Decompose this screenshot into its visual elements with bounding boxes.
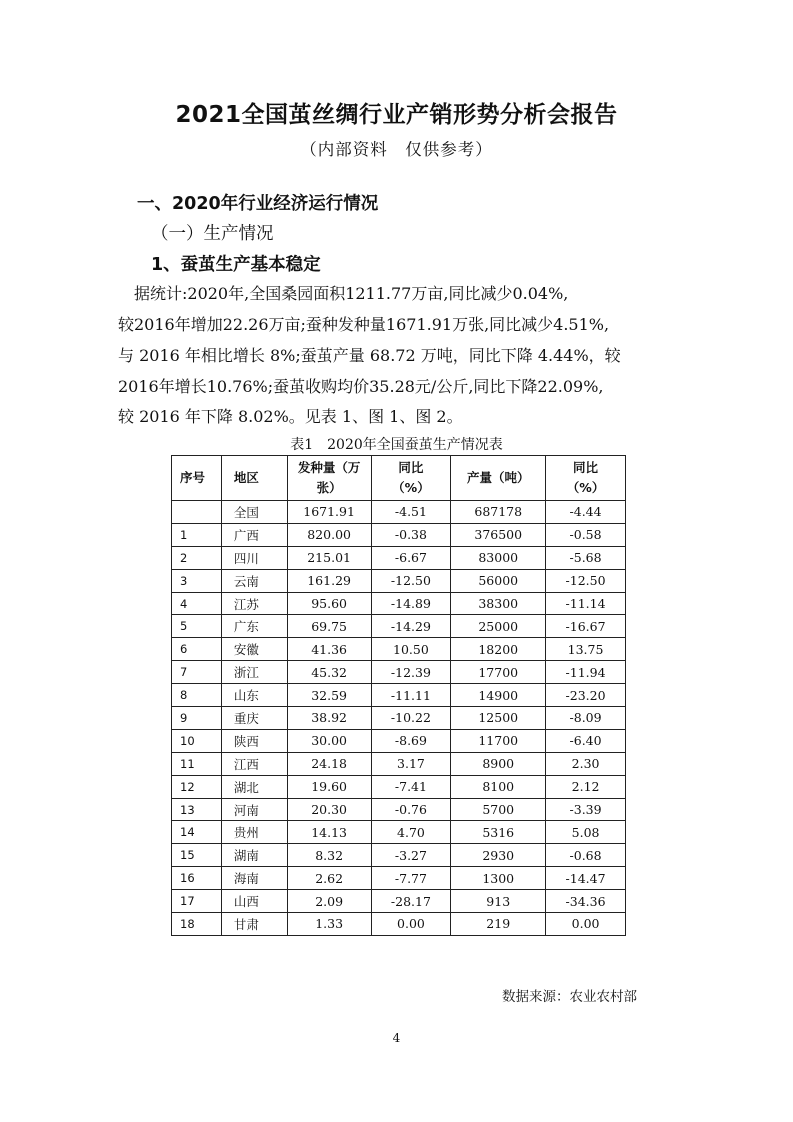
page-title: 2021全国茧丝绸行业产销形势分析会报告 <box>175 102 618 128</box>
cell-region: 四川 <box>221 546 287 569</box>
cell-output-yoy: -0.58 <box>546 523 626 546</box>
cell-output-yoy: -3.39 <box>546 798 626 821</box>
table-caption: 表1 2020年全国蚕茧生产情况表 <box>290 437 503 453</box>
cell-output: 18200 <box>451 638 546 661</box>
cell-output-yoy: -4.44 <box>546 501 626 524</box>
table-row <box>172 798 626 821</box>
table-row <box>172 890 626 913</box>
cell-output: 913 <box>451 890 546 913</box>
table-row <box>172 729 626 752</box>
cell-output-yoy: -14.47 <box>546 867 626 890</box>
cell-seed-quantity: 69.75 <box>287 615 371 638</box>
cell-seed-quantity: 20.30 <box>287 798 371 821</box>
cell-index: 16 <box>172 867 222 890</box>
cell-index: 1 <box>172 523 222 546</box>
cell-seed-yoy: -28.17 <box>371 890 451 913</box>
cell-seed-quantity: 95.60 <box>287 592 371 615</box>
cell-index: 13 <box>172 798 222 821</box>
cell-index: 8 <box>172 684 222 707</box>
cell-seed-quantity: 2.62 <box>287 867 371 890</box>
cell-seed-yoy: 0.00 <box>371 913 451 936</box>
cell-seed-yoy: -4.51 <box>371 501 451 524</box>
cell-seed-yoy: -10.22 <box>371 707 451 730</box>
cell-region: 甘肃 <box>221 913 287 936</box>
header-seed-yoy: 同比 （%） <box>371 456 451 501</box>
cell-seed-yoy: 4.70 <box>371 821 451 844</box>
cell-output: 14900 <box>451 684 546 707</box>
cell-seed-quantity: 30.00 <box>287 729 371 752</box>
paragraph-line: 据统计:2020年,全国桑园面积1211.77万亩,同比减少0.04%, <box>118 284 569 303</box>
cell-index: 2 <box>172 546 222 569</box>
cell-index: 17 <box>172 890 222 913</box>
cell-seed-yoy: -11.11 <box>371 684 451 707</box>
cell-seed-quantity: 45.32 <box>287 661 371 684</box>
cell-output: 83000 <box>451 546 546 569</box>
cell-output-yoy: 0.00 <box>546 913 626 936</box>
cell-region: 安徽 <box>221 638 287 661</box>
cell-output-yoy: -0.68 <box>546 844 626 867</box>
table-row <box>172 913 626 936</box>
cell-index: 5 <box>172 615 222 638</box>
table-row <box>172 638 626 661</box>
cell-seed-quantity: 161.29 <box>287 569 371 592</box>
cell-output: 2930 <box>451 844 546 867</box>
cell-region: 全国 <box>221 501 287 524</box>
cell-region: 湖北 <box>221 775 287 798</box>
cell-index: 10 <box>172 729 222 752</box>
cell-seed-quantity: 24.18 <box>287 752 371 775</box>
cell-seed-yoy: -12.39 <box>371 661 451 684</box>
cell-seed-yoy: -0.38 <box>371 523 451 546</box>
table-row <box>172 523 626 546</box>
table-row <box>172 501 626 524</box>
cell-region: 广西 <box>221 523 287 546</box>
cell-seed-yoy: 3.17 <box>371 752 451 775</box>
cell-region: 山东 <box>221 684 287 707</box>
cell-output: 38300 <box>451 592 546 615</box>
table-row <box>172 569 626 592</box>
header-output: 产量（吨） <box>451 456 546 501</box>
cell-output-yoy: -16.67 <box>546 615 626 638</box>
cell-index: 7 <box>172 661 222 684</box>
cell-output: 8900 <box>451 752 546 775</box>
cell-output: 11700 <box>451 729 546 752</box>
cell-seed-quantity: 8.32 <box>287 844 371 867</box>
table-row <box>172 867 626 890</box>
cell-seed-yoy: -14.89 <box>371 592 451 615</box>
cell-output: 376500 <box>451 523 546 546</box>
cell-seed-yoy: -12.50 <box>371 569 451 592</box>
paragraph-line: 与 2016 年相比增长 8%;蚕茧产量 68.72 万吨，同比下降 4.44%，较 <box>118 346 621 365</box>
cell-index: 9 <box>172 707 222 730</box>
table-row <box>172 707 626 730</box>
cell-output-yoy: -6.40 <box>546 729 626 752</box>
cell-index: 14 <box>172 821 222 844</box>
table-row <box>172 546 626 569</box>
cell-seed-yoy: 10.50 <box>371 638 451 661</box>
cell-output-yoy: 5.08 <box>546 821 626 844</box>
cell-output: 25000 <box>451 615 546 638</box>
cell-index <box>172 501 222 524</box>
cell-region: 重庆 <box>221 707 287 730</box>
header-region: 地区 <box>221 456 287 501</box>
table-row <box>172 592 626 615</box>
cell-region: 浙江 <box>221 661 287 684</box>
cell-output: 56000 <box>451 569 546 592</box>
cell-output-yoy: 2.30 <box>546 752 626 775</box>
cell-seed-quantity: 2.09 <box>287 890 371 913</box>
cell-seed-yoy: -7.77 <box>371 867 451 890</box>
cell-seed-quantity: 215.01 <box>287 546 371 569</box>
cell-seed-quantity: 1.33 <box>287 913 371 936</box>
cell-region: 江西 <box>221 752 287 775</box>
cell-output: 219 <box>451 913 546 936</box>
cell-output-yoy: -11.14 <box>546 592 626 615</box>
cell-seed-quantity: 1671.91 <box>287 501 371 524</box>
cell-output-yoy: 13.75 <box>546 638 626 661</box>
cell-seed-yoy: -14.29 <box>371 615 451 638</box>
cell-output: 12500 <box>451 707 546 730</box>
paragraph-line: 2016年增长10.76%;蚕茧收购均价35.28元/公斤,同比下降22.09%, <box>118 377 604 396</box>
cell-seed-yoy: -0.76 <box>371 798 451 821</box>
cell-seed-yoy: -8.69 <box>371 729 451 752</box>
cell-output-yoy: -5.68 <box>546 546 626 569</box>
table-row <box>172 821 626 844</box>
header-index: 序号 <box>172 456 222 501</box>
cell-region: 江苏 <box>221 592 287 615</box>
cell-region: 山西 <box>221 890 287 913</box>
table-header-row <box>172 456 626 501</box>
cell-output: 8100 <box>451 775 546 798</box>
page-subtitle: （内部资料 仅供参考） <box>300 140 493 159</box>
cell-output-yoy: -8.09 <box>546 707 626 730</box>
table-row <box>172 684 626 707</box>
cell-output: 17700 <box>451 661 546 684</box>
cell-output-yoy: 2.12 <box>546 775 626 798</box>
cell-index: 6 <box>172 638 222 661</box>
cell-index: 4 <box>172 592 222 615</box>
cell-seed-yoy: -3.27 <box>371 844 451 867</box>
cell-output-yoy: -23.20 <box>546 684 626 707</box>
table-row <box>172 752 626 775</box>
cell-seed-quantity: 19.60 <box>287 775 371 798</box>
cell-output: 5700 <box>451 798 546 821</box>
cell-region: 云南 <box>221 569 287 592</box>
section-heading: 一、2020年行业经济运行情况 <box>137 194 379 214</box>
cell-region: 广东 <box>221 615 287 638</box>
table-row <box>172 844 626 867</box>
cell-output-yoy: -11.94 <box>546 661 626 684</box>
subsection-heading: （一）生产情况 <box>151 224 274 244</box>
cocoon-production-table <box>171 455 626 936</box>
cell-index: 18 <box>172 913 222 936</box>
cell-index: 12 <box>172 775 222 798</box>
cell-output-yoy: -34.36 <box>546 890 626 913</box>
table-row <box>172 775 626 798</box>
cell-index: 11 <box>172 752 222 775</box>
cell-output: 1300 <box>451 867 546 890</box>
item-heading: 1、蚕茧生产基本稳定 <box>151 255 321 275</box>
cell-region: 湖南 <box>221 844 287 867</box>
cell-output: 687178 <box>451 501 546 524</box>
cell-output-yoy: -12.50 <box>546 569 626 592</box>
data-source: 数据来源：农业农村部 <box>502 989 637 1005</box>
header-output-yoy: 同比 （%） <box>546 456 626 501</box>
cell-seed-quantity: 14.13 <box>287 821 371 844</box>
cell-seed-yoy: -7.41 <box>371 775 451 798</box>
cell-region: 贵州 <box>221 821 287 844</box>
cell-seed-yoy: -6.67 <box>371 546 451 569</box>
cell-seed-quantity: 38.92 <box>287 707 371 730</box>
paragraph-line: 较 2016 年下降 8.02%。见表 1、图 1、图 2。 <box>118 407 463 426</box>
cell-seed-quantity: 41.36 <box>287 638 371 661</box>
cell-region: 陕西 <box>221 729 287 752</box>
table-row <box>172 615 626 638</box>
cell-index: 3 <box>172 569 222 592</box>
cell-index: 15 <box>172 844 222 867</box>
header-seed-quantity: 发种量（万 张） <box>287 456 371 501</box>
paragraph-line: 较2016年增加22.26万亩;蚕种发种量1671.91万张,同比减少4.51%, <box>118 315 610 334</box>
cell-region: 河南 <box>221 798 287 821</box>
cell-region: 海南 <box>221 867 287 890</box>
cell-output: 5316 <box>451 821 546 844</box>
cell-seed-quantity: 32.59 <box>287 684 371 707</box>
cell-seed-quantity: 820.00 <box>287 523 371 546</box>
page-number: 4 <box>392 1031 401 1045</box>
table-row <box>172 661 626 684</box>
